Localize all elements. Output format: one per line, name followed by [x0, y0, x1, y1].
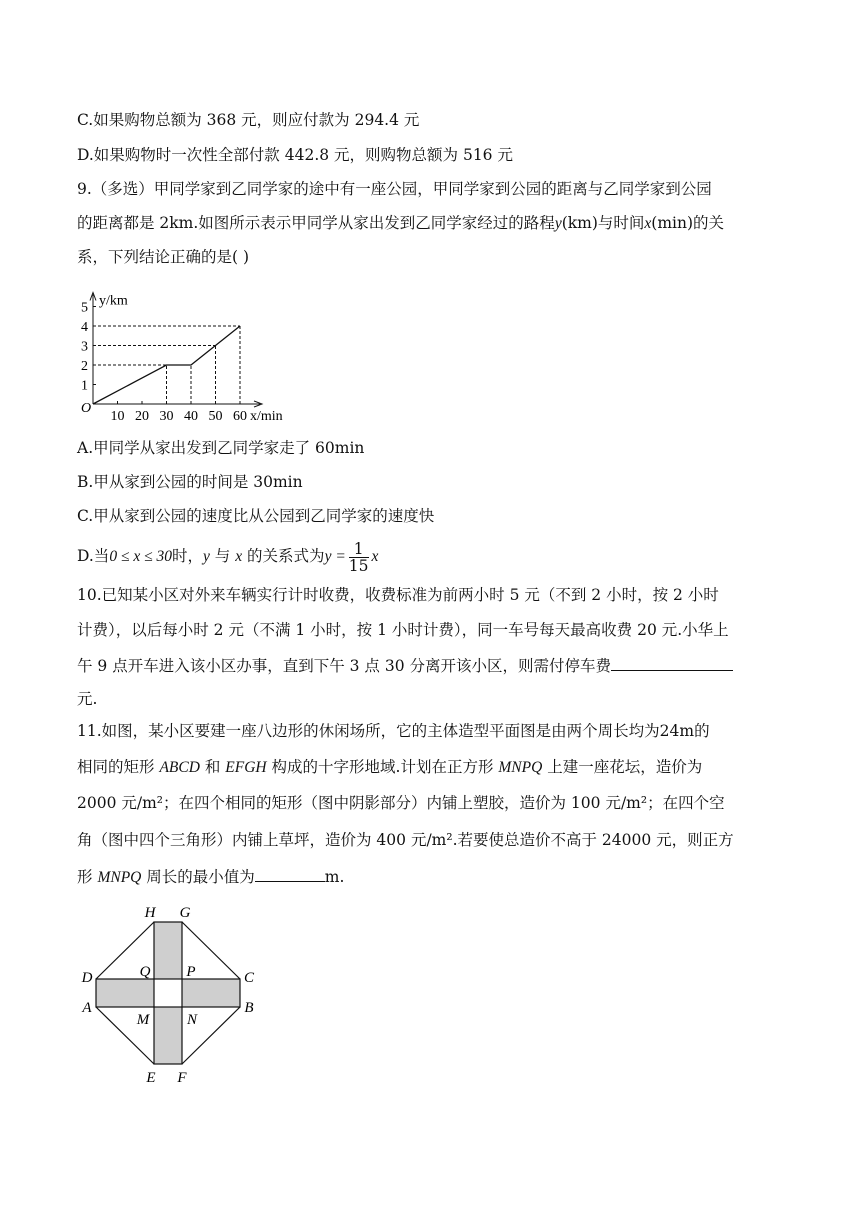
label-M: M [136, 1012, 150, 1028]
shaded-rect-top [154, 922, 182, 979]
q9-stem-line3: 系，下列结论正确的是( ) [77, 248, 250, 266]
shaded-rect-left [96, 979, 154, 1007]
x-tick-label: 30 [159, 409, 174, 423]
shaded-rectangles [96, 922, 240, 1064]
q8-option-c: C.如果购物总额为 368 元，则应付款为 294.4 元 [77, 111, 420, 129]
x-tick-label: 20 [135, 409, 149, 423]
octagon-plaza-figure [78, 900, 268, 1090]
y-tick-label: 5 [81, 300, 88, 316]
q11-stem-line4: 角（图中四个三角形）内铺上草坪，造价为 400 元/m².若要使总造价不高于 24000 元，则正方 [77, 831, 734, 849]
x-tick-label: 40 [184, 409, 198, 423]
q9-option-c: C.甲从家到公园的速度比从公园到乙同学家的速度快 [77, 507, 435, 525]
label-E: E [146, 1070, 156, 1086]
q9-stem-line1: 9.（多选）甲同学家到乙同学家的途中有一座公园，甲同学家到公园的距离与乙同学家到公园 [77, 180, 712, 198]
y-tick-label: 1 [81, 378, 88, 394]
fraction: $\frac{1}{15}$ [348, 539, 369, 575]
origin-label: O [81, 401, 92, 416]
label-H: H [144, 905, 156, 921]
answer-blank[interactable] [255, 865, 325, 882]
label-P: P [186, 964, 196, 980]
q11-stem-line2: 相同的矩形 ABCD 和 EFGH 构成的十字形地域.计划在正方形 MNPQ 上建一座花坛，造价为 [77, 758, 703, 776]
label-C: C [243, 970, 255, 986]
distance-time-graph [76, 281, 306, 423]
q11-stem-line1: 11.如图，某小区要建一座八边形的休闲场所，它的主体造型平面图是由两个周长均为24m的 [77, 722, 710, 740]
label-G: G [179, 905, 191, 921]
x-tick-label: 60 [233, 409, 247, 423]
q9-option-b: B.甲从家到公园的时间是 30min [77, 473, 303, 491]
q9-stem-line2: 的距离都是 2km.如图所示表示甲同学从家出发到乙同学家经过的路程y(km)与时间x(min)的关 [77, 214, 725, 232]
q11-stem-line5: 形 MNPQ 周长的最小值为 m. [77, 865, 784, 889]
answer-blank[interactable] [611, 654, 733, 671]
label-F: F [177, 1070, 187, 1086]
x-axis-label: x/min [250, 409, 283, 423]
q8-option-d: D.如果购物时一次性全部付款 442.8 元，则购物总额为 516 元 [77, 146, 513, 164]
q11-stem-line3: 2000 元/m²；在四个相同的矩形（图中阴影部分）内铺上塑胶，造价为 100 元/m²；在四个空 [77, 794, 725, 812]
q9-option-d: D.当0 ≤ x ≤ 30时，y 与 x 的关系式为y = $\frac{1}{15}$ x [77, 539, 379, 575]
y-tick-label: 3 [81, 339, 88, 355]
y-tick-label: 4 [81, 320, 88, 335]
label-N: N [186, 1012, 198, 1028]
y-axis-label: y/km [99, 293, 128, 309]
q10-stem-line2: 计费），以后每小时 2 元（不满 1 小时，按 1 小时计费），同一车号每天最高收费 20 元.小华上 [77, 621, 729, 639]
q10-stem-line1: 10.已知某小区对外来车辆实行计时收费，收费标准为前两小时 5 元（不到 2 小时，按 2 小时 [77, 586, 719, 604]
shaded-rect-right [182, 979, 240, 1007]
label-Q: Q [139, 964, 151, 980]
q10-stem-line3: 午 9 点开车进入该小区办事，直到下午 3 点 30 分离开该小区，则需付停车费 [77, 654, 784, 677]
y-tick-label: 2 [81, 359, 88, 374]
shaded-rect-bottom [154, 1007, 182, 1064]
label-D: D [81, 970, 93, 986]
x-tick-label: 10 [110, 409, 125, 423]
x-tick-label: 50 [208, 409, 223, 423]
q9-option-a: A.甲同学从家出发到乙同学家走了 60min [77, 439, 365, 457]
q10-stem-line4: 元. [77, 690, 98, 708]
label-A: A [82, 1000, 92, 1016]
label-B: B [244, 1000, 254, 1016]
